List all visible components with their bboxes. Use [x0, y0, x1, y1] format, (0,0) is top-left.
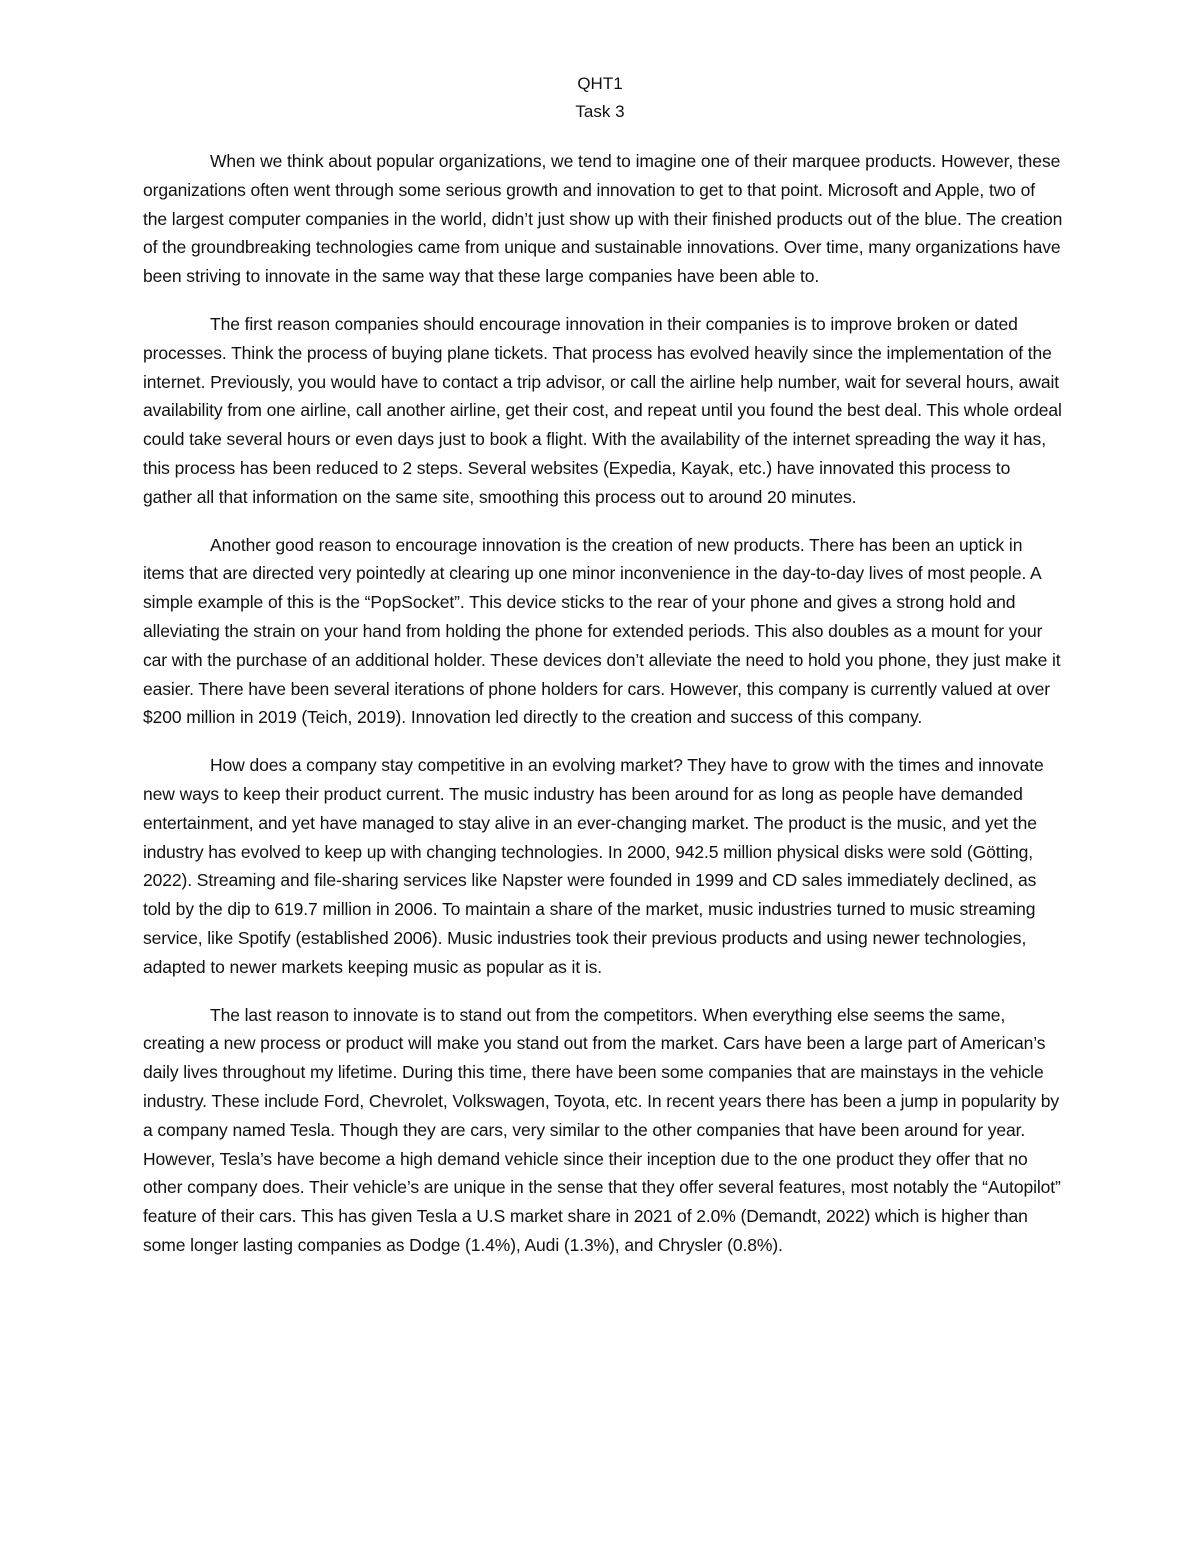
paragraph-processes: The first reason companies should encourage innovation in their companies is to improve broken or dated processes. Think the process of buying plane tickets. That process has evolved heavily since the implementation of the internet. Previously, you would have to contact a trip advisor, or call the airline help number, wait for several hours, await availability from one airline, call another airline, get their cost, and repeat until you found the best deal. This whole ordeal could take several hours or even days just to book a flight. With the availability of the internet spreading the way it has, this process has been reduced to 2 steps. Several websites (Expedia, Kayak, etc.) have innovated this process to gather all that information on the same site, smoothing this process out to around 20 minutes.	[143, 313, 1062, 507]
document-title: QHT1	[577, 74, 623, 93]
paragraph-stand-out: The last reason to innovate is to stand out from the competitors. When everything else seems the same, creating a new process or product will make you stand out from the market. Cars have been a large part of American’s daily lives throughout my lifetime. During this time, there have been some companies that are mainstays in the vehicle industry. These include Ford, Chevrolet, Volkswagen, Toyota, etc. In recent years there has been a jump in popularity by a company named Tesla. Though they are cars, very similar to the other companies that have been around for year. However, Tesla’s have become a high demand vehicle since their inception due to the one product they offer that no other company does. Their vehicle’s are unique in the sense that they offer several features, most notably the “Autopilot” feature of their cars. This has given Tesla a U.S market share in 2021 of 2.0% (Demandt, 2022) which is higher than some longer lasting companies as Dodge (1.4%), Audi (1.3%), and Chrysler (0.8%).	[143, 1004, 1061, 1255]
document-subtitle: Task 3	[575, 102, 625, 121]
paragraph-competitive-market: How does a company stay competitive in an evolving market? They have to grow with the times and innovate new ways to keep their product current. The music industry has been around for as long as people have demanded entertainment, and yet have managed to stay alive in an ever-changing market. The product is the music, and yet the industry has evolved to keep up with changing technologies. In 2000, 942.5 million physical disks were sold (Götting, 2022). Streaming and file-sharing services like Napster were founded in 1999 and CD sales immediately declined, as told by the dip to 619.7 million in 2006. To maintain a share of the market, music industries turned to music streaming service, like Spotify (established 2006). Music industries took their previous products and using newer technologies, adapted to newer markets keeping music as popular as it is.	[143, 755, 1044, 977]
paragraph-intro: When we think about popular organizations, we tend to imagine one of their marquee products. However, these organizations often went through some serious growth and innovation to get to that point. Microsoft and Apple, two of the largest computer companies in the world, didn’t just show up with their finished products out of the blue. The creation of the groundbreaking technologies came from unique and sustainable innovations. Over time, many organizations have been striving to innovate in the same way that these large companies have been able to.	[143, 151, 1063, 287]
paragraph-new-products: Another good reason to encourage innovation is the creation of new products. There has been an uptick in items that are directed very pointedly at clearing up one minor inconvenience in the day-to-day lives of most people. A simple example of this is the “PopSocket”. This device sticks to the rear of your phone and gives a strong hold and alleviating the strain on your hand from holding the phone for extended periods. This also doubles as a mount for your car with the purchase of an additional holder. These devices don’t alleviate the need to hold you phone, they just make it easier. There have been several iterations of phone holders for cars. However, this company is currently valued at over $200 million in 2019 (Teich, 2019). Innovation led directly to the creation and success of this company.	[143, 534, 1061, 728]
document-body	[143, 147, 1063, 1279]
